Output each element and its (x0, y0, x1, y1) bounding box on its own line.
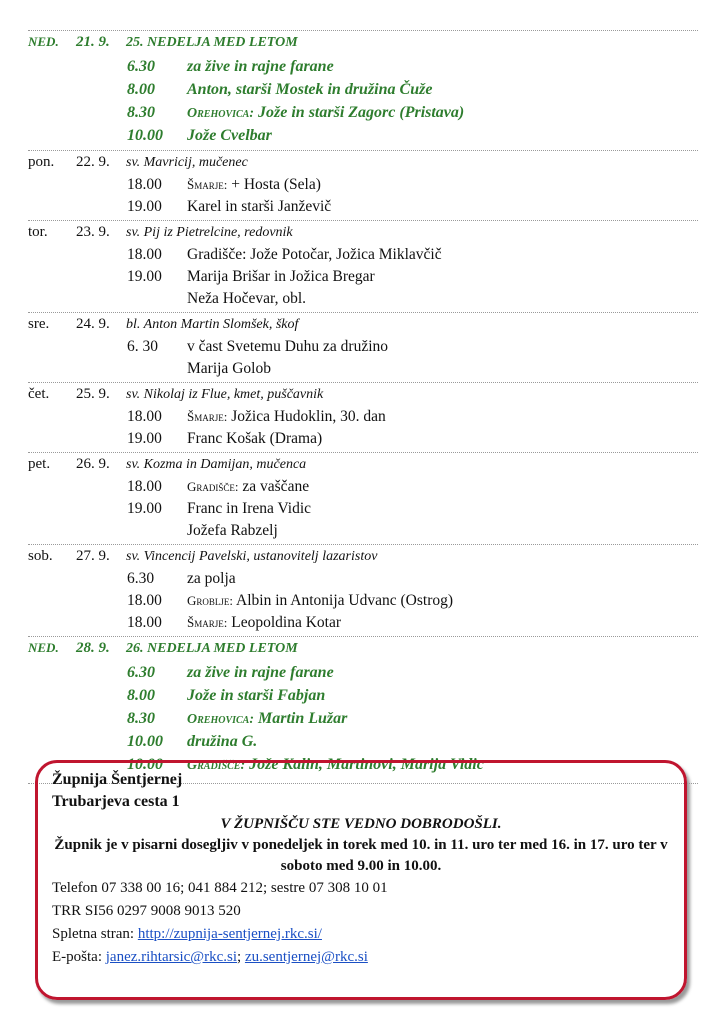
mass-row (28, 478, 698, 500)
day-title: 26. NEDELJA MED LETOM (126, 641, 298, 656)
day-block (28, 382, 698, 452)
mass-intention: + Hosta (Sela) (231, 176, 321, 193)
day-title: sv. Nikolaj iz Flue, kmet, puščavnik (126, 387, 324, 402)
mass-time: 18.00 (127, 246, 162, 263)
mass-location: Gradišče: (187, 479, 239, 494)
sunday-block (28, 636, 698, 779)
mass-row (28, 198, 698, 220)
mass-time: 19.00 (127, 500, 162, 517)
mass-time: 6. 30 (127, 338, 158, 355)
day-name: NED. (28, 640, 59, 655)
day-name: sre. (28, 316, 50, 332)
email-link-1[interactable]: janez.rihtarsic@rkc.si (105, 949, 238, 965)
office-hours: Župnik je v pisarni dosegljiv v ponedeljek in torek med 10. in 11. uro ter med 16. in 17. uro ter v soboto med 9.00 in 10.00. (54, 837, 668, 874)
day-name: čet. (28, 386, 50, 402)
email-label: E-pošta: (52, 949, 102, 965)
email-line (52, 946, 670, 969)
mass-intention: Jože Kalin, Martinovi, Marija Vidic (249, 756, 484, 773)
mass-time: 8.30 (127, 104, 155, 121)
mass-row (28, 430, 698, 452)
day-date: 26. 9. (76, 456, 110, 472)
mass-row (28, 246, 698, 268)
day-header (28, 154, 698, 176)
mass-time: 18.00 (127, 176, 162, 193)
mass-time: 18.00 (127, 592, 162, 609)
mass-intention: Marija Brišar in Jožica Bregar (187, 268, 375, 285)
website-link[interactable]: http://zupnija-sentjernej.rkc.si/ (137, 926, 322, 942)
day-name: pet. (28, 456, 51, 472)
day-title: sv. Vincencij Pavelski, ustanovitelj lazaristov (126, 549, 378, 564)
mass-intention: Marija Golob (187, 360, 271, 377)
mass-intention: družina G. (187, 733, 258, 750)
mass-time: 10.00 (127, 756, 163, 773)
mass-intention: Anton, starši Mostek in družina Čuže (187, 81, 433, 98)
day-header (28, 34, 698, 58)
mass-location: Orehovica: (187, 712, 255, 727)
mass-row (28, 570, 698, 592)
mass-intention: za žive in rajne farane (187, 58, 334, 75)
mass-time: 18.00 (127, 408, 162, 425)
day-date: 27. 9. (76, 548, 110, 564)
day-block (28, 452, 698, 544)
mass-time: 18.00 (127, 478, 162, 495)
mass-row (28, 338, 698, 360)
mass-location: Gradišče: (187, 758, 246, 773)
mass-time: 6.30 (127, 664, 155, 681)
mass-intention: Martin Lužar (258, 710, 348, 727)
parish-address: Trubarjeva cesta 1 (52, 793, 180, 810)
mass-row (28, 664, 698, 687)
day-header (28, 640, 698, 664)
mass-row (28, 81, 698, 104)
day-header (28, 316, 698, 338)
day-header (28, 224, 698, 246)
mass-location: Šmarje: (187, 409, 228, 424)
welcome-text: V ŽUPNIŠČU STE VEDNO DOBRODOŠLI. (220, 816, 502, 832)
day-header (28, 386, 698, 408)
mass-row (28, 268, 698, 290)
mass-intention: Franc in Irena Vidic (187, 500, 312, 517)
day-block (28, 544, 698, 636)
mass-intention: Neža Hočevar, obl. (187, 290, 307, 307)
day-block (28, 150, 698, 220)
parish-name: Župnija Šentjernej (52, 771, 183, 788)
mass-time: 8.30 (127, 710, 155, 727)
mass-time: 19.00 (127, 198, 162, 215)
mass-row (28, 360, 698, 382)
day-block (28, 312, 698, 382)
mass-intention: Franc Košak (Drama) (187, 430, 323, 447)
mass-time: 6.30 (127, 58, 155, 75)
mass-time: 10.00 (127, 127, 163, 144)
mass-location: Šmarje: (187, 615, 228, 630)
mass-row (28, 127, 698, 150)
day-name: sob. (28, 548, 53, 564)
parish-info-box (35, 760, 687, 1000)
day-name: NED. (28, 34, 59, 49)
mass-intention: Jože in starši Fabjan (187, 687, 326, 704)
day-title: sv. Kozma in Damijan, mučenca (126, 457, 307, 472)
day-date: 28. 9. (76, 640, 110, 656)
day-title: bl. Anton Martin Slomšek, škof (126, 317, 299, 332)
mass-row (28, 522, 698, 544)
mass-time: 6.30 (127, 570, 155, 587)
mass-time: 18.00 (127, 614, 162, 631)
mass-row (28, 614, 698, 636)
mass-row (28, 104, 698, 127)
day-title: 25. NEDELJA MED LETOM (126, 35, 298, 50)
mass-intention: v čast Svetemu Duhu za družino (187, 338, 389, 355)
mass-intention: za polja (187, 570, 236, 587)
mass-time: 8.00 (127, 687, 155, 704)
day-title: sv. Mavricij, mučenec (126, 155, 248, 170)
mass-location: Šmarje: (187, 177, 228, 192)
mass-row (28, 408, 698, 430)
day-date: 22. 9. (76, 154, 110, 170)
email-link-2[interactable]: zu.sentjernej@rkc.si (244, 949, 368, 965)
mass-intention: Jože Cvelbar (187, 127, 272, 144)
phone-line: Telefon 07 338 00 16; 041 884 212; sestre 07 308 10 01 (52, 880, 388, 896)
mass-intention: Albin in Antonija Udvanc (Ostrog) (236, 592, 454, 609)
day-date: 21. 9. (76, 34, 110, 50)
mass-row (28, 592, 698, 614)
mass-time: 19.00 (127, 268, 162, 285)
day-date: 24. 9. (76, 316, 110, 332)
mass-intention: Karel in starši Janževič (187, 198, 332, 215)
mass-intention: Jože in starši Zagorc (Pristava) (258, 104, 465, 121)
mass-location: Groblje: (187, 593, 234, 608)
mass-intention: za žive in rajne farane (187, 664, 334, 681)
mass-location: Orehovica: (187, 106, 255, 121)
day-name: pon. (28, 154, 55, 170)
mass-intention: za vaščane (242, 478, 310, 495)
day-date: 23. 9. (76, 224, 110, 240)
mass-schedule (28, 30, 698, 784)
mass-intention: Leopoldina Kotar (231, 614, 341, 631)
mass-row (28, 500, 698, 522)
web-line (52, 923, 670, 946)
web-label: Spletna stran: (52, 926, 135, 942)
mass-time: 10.00 (127, 733, 163, 750)
mass-time: 19.00 (127, 430, 162, 447)
mass-row (28, 290, 698, 312)
mass-time: 8.00 (127, 81, 155, 98)
mass-intention: Jožefa Rabzelj (187, 522, 278, 539)
mass-row (28, 176, 698, 198)
day-header (28, 456, 698, 478)
day-block (28, 220, 698, 312)
mass-row (28, 58, 698, 81)
email-separator: ; (237, 949, 242, 965)
day-header (28, 548, 698, 570)
mass-row (28, 733, 698, 756)
mass-intention: Jožica Hudoklin, 30. dan (231, 408, 386, 425)
trr-line: TRR SI56 0297 9008 9013 520 (52, 903, 241, 919)
mass-row (28, 687, 698, 710)
mass-row (28, 710, 698, 733)
mass-intention: Gradišče: Jože Potočar, Jožica Miklavčič (187, 246, 442, 263)
day-title: sv. Pij iz Pietrelcine, redovnik (126, 225, 293, 240)
sunday-block (28, 30, 698, 150)
day-date: 25. 9. (76, 386, 110, 402)
day-name: tor. (28, 224, 48, 240)
